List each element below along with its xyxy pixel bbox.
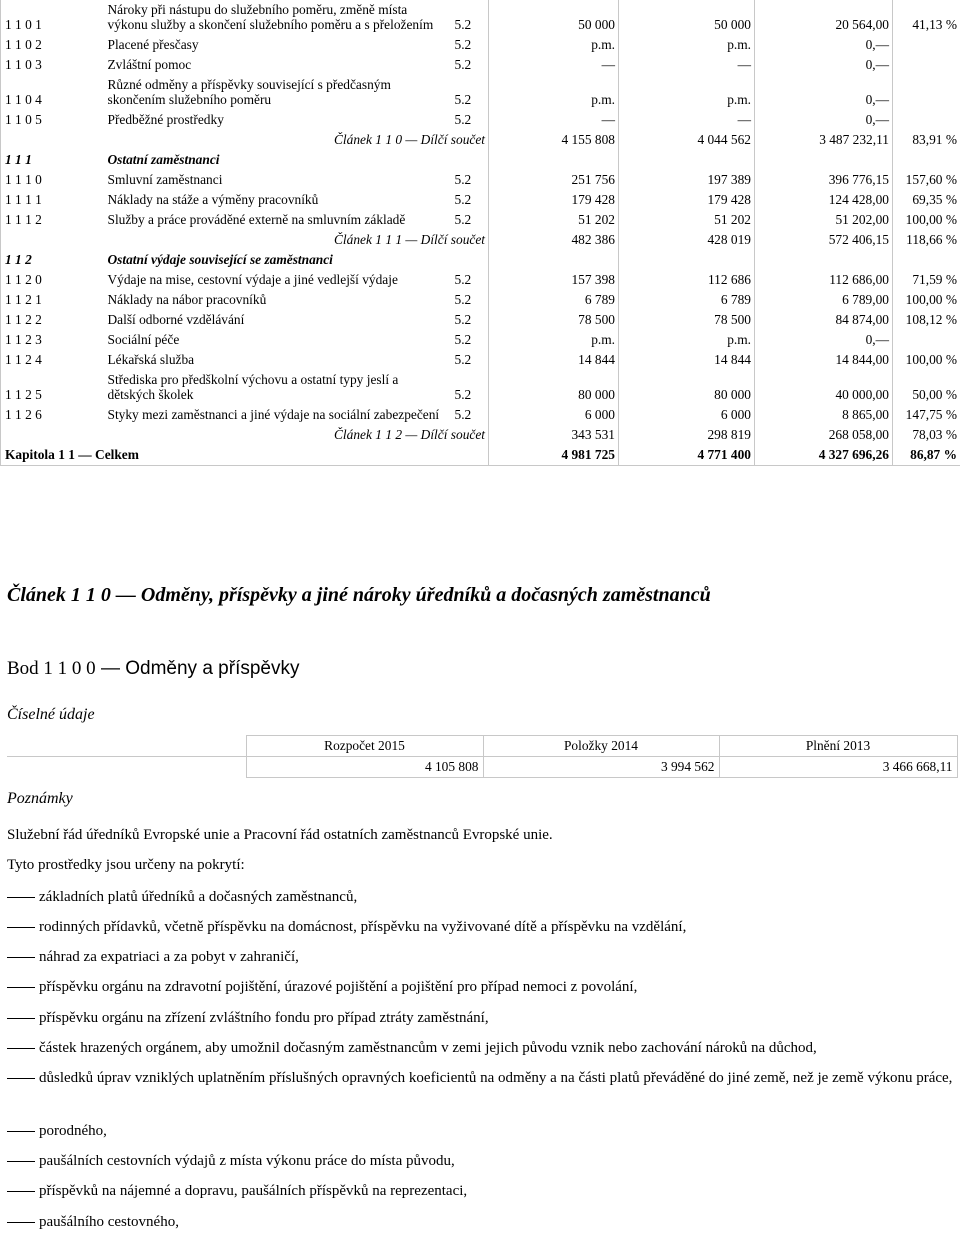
row-execution-2013: 0,—: [755, 75, 893, 110]
row-budget-2015: 343 531: [489, 425, 619, 445]
row-code: 1 1 0 5: [1, 110, 104, 130]
row-code: 1 1 2 1: [1, 290, 104, 310]
table-row: [1, 270, 960, 290]
article-title: Článek 1 1 0 — Odměny, příspěvky a jiné nároky úředníků a dočasných zaměstnanců: [7, 584, 711, 606]
table-row: [1, 310, 960, 330]
row-execution-2013: [755, 150, 893, 170]
dash-marker-icon: [7, 897, 35, 898]
dash-marker-icon: [7, 1018, 35, 1019]
row-label: Předběžné prostředky: [107, 112, 224, 127]
list-item-text: paušálního cestovného,: [39, 1214, 179, 1230]
dash-marker-icon: [7, 1048, 35, 1049]
row-budget-2014: 298 819: [619, 425, 755, 445]
row-code: 1 1 2 3: [1, 330, 104, 350]
row-article: 5.2: [454, 387, 472, 402]
row-budget-2015: p.m.: [489, 35, 619, 55]
row-budget-2014: —: [619, 55, 755, 75]
row-percentage: 71,59 %: [893, 270, 960, 290]
row-budget-2014: 112 686: [619, 270, 755, 290]
row-execution-2013: 20 564,00: [755, 0, 893, 35]
row-article: 5.2: [454, 272, 472, 287]
row-code: 1 1 0 4: [1, 75, 104, 110]
subtotal-row: [1, 230, 960, 250]
row-execution-2013: 0,—: [755, 110, 893, 130]
row-percentage: [893, 75, 960, 110]
row-percentage: 83,91 %: [893, 130, 960, 150]
list-item-text: náhrad za expatriaci a za pobyt v zahraničí,: [39, 949, 299, 965]
row-percentage: [893, 150, 960, 170]
row-code: 1 1 2: [1, 250, 104, 270]
table-row: [1, 35, 960, 55]
row-budget-2015: 51 202: [489, 210, 619, 230]
figures-value: 3 466 668,11: [719, 757, 957, 778]
row-label: Služby a práce prováděné externě na smluvním základě: [107, 212, 406, 227]
row-budget-2014: 50 000: [619, 0, 755, 35]
row-label: Lékařská služba: [107, 352, 195, 367]
row-percentage: [893, 330, 960, 350]
table-row: [1, 170, 960, 190]
row-article: 5.2: [454, 192, 472, 207]
list-item-text: základních platů úředníků a dočasných zaměstnanců,: [39, 889, 358, 905]
table-row: [1, 210, 960, 230]
subtotal-row: [1, 130, 960, 150]
row-percentage: [893, 250, 960, 270]
row-budget-2015: [489, 150, 619, 170]
row-article: 5.2: [454, 407, 472, 422]
dash-marker-icon: [7, 987, 35, 988]
list-item-text: porodného,: [39, 1123, 107, 1139]
dash-marker-icon: [7, 957, 35, 958]
row-execution-2013: 6 789,00: [755, 290, 893, 310]
row-budget-2015: 80 000: [489, 370, 619, 405]
table-row: [1, 75, 960, 110]
row-budget-2015: p.m.: [489, 330, 619, 350]
row-budget-2014: 197 389: [619, 170, 755, 190]
figures-value: 3 994 562: [483, 757, 719, 778]
row-execution-2013: 3 487 232,11: [755, 130, 893, 150]
list-item: [7, 1181, 957, 1201]
row-execution-2013: 51 202,00: [755, 210, 893, 230]
row-article: 5.2: [454, 112, 472, 127]
row-percentage: 118,66 %: [893, 230, 960, 250]
row-budget-2015: 14 844: [489, 350, 619, 370]
row-code: 1 1 1 0: [1, 170, 104, 190]
row-budget-2015: 179 428: [489, 190, 619, 210]
row-article: 5.2: [454, 172, 472, 187]
row-code: 1 1 2 5: [1, 370, 104, 405]
row-label: Sociální péče: [107, 332, 180, 347]
dash-marker-icon: [7, 927, 35, 928]
row-execution-2013: 4 327 696,26: [755, 445, 893, 466]
row-percentage: 157,60 %: [893, 170, 960, 190]
row-percentage: 100,00 %: [893, 290, 960, 310]
row-code: 1 1 0 2: [1, 35, 104, 55]
row-budget-2014: 6 789: [619, 290, 755, 310]
figures-heading: Číselné údaje: [7, 706, 95, 723]
row-code: 1 1 0 1: [1, 0, 104, 35]
row-budget-2015: 78 500: [489, 310, 619, 330]
table-row: [1, 110, 960, 130]
row-execution-2013: [755, 250, 893, 270]
row-execution-2013: 40 000,00: [755, 370, 893, 405]
row-label: Kapitola 1 1 — Celkem: [1, 445, 489, 466]
row-code: 1 1 2 4: [1, 350, 104, 370]
row-percentage: 69,35 %: [893, 190, 960, 210]
figures-table: [7, 735, 958, 778]
table-row: [1, 370, 960, 405]
row-code: 1 1 1: [1, 150, 104, 170]
row-label: Článek 1 1 1 — Dílčí součet: [1, 230, 489, 250]
list-item: [7, 1008, 957, 1028]
row-label: Ostatní zaměstnanci: [107, 152, 220, 167]
dash-marker-icon: [7, 1222, 35, 1223]
row-budget-2014: 80 000: [619, 370, 755, 405]
row-budget-2014: 78 500: [619, 310, 755, 330]
row-label: Styky mezi zaměstnanci a jiné výdaje na sociální zabezpečení: [107, 407, 440, 422]
dash-marker-icon: [7, 1161, 35, 1162]
item-heading: [7, 658, 299, 680]
figures-header: Položky 2014: [483, 736, 719, 757]
row-percentage: 100,00 %: [893, 210, 960, 230]
row-code: 1 1 2 6: [1, 405, 104, 425]
table-row: [1, 190, 960, 210]
item-title: — Odměny a příspěvky: [95, 658, 300, 679]
row-budget-2015: 4 981 725: [489, 445, 619, 466]
table-row: [1, 0, 960, 35]
item-code: Bod 1 1 0 0: [7, 658, 96, 679]
row-budget-2015: 157 398: [489, 270, 619, 290]
subtotal-row: [1, 425, 960, 445]
row-budget-2014: 428 019: [619, 230, 755, 250]
row-execution-2013: 124 428,00: [755, 190, 893, 210]
list-item: [7, 1038, 957, 1058]
figures-header: Rozpočet 2015: [246, 736, 483, 757]
row-budget-2014: 6 000: [619, 405, 755, 425]
table-row: [1, 405, 960, 425]
row-label: Placené přesčasy: [107, 37, 199, 52]
row-code: 1 1 1 1: [1, 190, 104, 210]
row-budget-2015: 4 155 808: [489, 130, 619, 150]
row-percentage: 100,00 %: [893, 350, 960, 370]
row-execution-2013: 268 058,00: [755, 425, 893, 445]
row-execution-2013: 84 874,00: [755, 310, 893, 330]
row-label: Náklady na nábor pracovníků: [107, 292, 267, 307]
row-budget-2014: p.m.: [619, 330, 755, 350]
row-article: 5.2: [454, 37, 472, 52]
row-label: Článek 1 1 2 — Dílčí součet: [1, 425, 489, 445]
row-budget-2015: —: [489, 110, 619, 130]
list-item: [7, 887, 957, 907]
row-budget-2014: 4 771 400: [619, 445, 755, 466]
row-budget-2014: [619, 250, 755, 270]
list-item-text: částek hrazených orgánem, aby umožnil dočasným zaměstnancům v zemi jejich původu vznik nebo zachování nároků na důchod,: [39, 1040, 817, 1056]
row-article: 5.2: [454, 332, 472, 347]
figures-value-row: [7, 757, 957, 778]
row-article: 5.2: [454, 17, 472, 32]
list-item: [7, 1121, 957, 1141]
row-code: 1 1 1 2: [1, 210, 104, 230]
row-budget-2014: —: [619, 110, 755, 130]
row-label: Ostatní výdaje související se zaměstnanci: [107, 252, 333, 267]
row-budget-2014: 4 044 562: [619, 130, 755, 150]
row-budget-2014: 51 202: [619, 210, 755, 230]
row-execution-2013: 572 406,15: [755, 230, 893, 250]
intro-text: Tyto prostředky jsou určeny na pokrytí:: [7, 857, 245, 873]
row-execution-2013: 112 686,00: [755, 270, 893, 290]
list-item: [7, 947, 957, 967]
row-budget-2015: p.m.: [489, 75, 619, 110]
row-budget-2015: 6 789: [489, 290, 619, 310]
row-label: Článek 1 1 0 — Dílčí součet: [1, 130, 489, 150]
row-label: Náklady na stáže a výměny pracovníků: [107, 192, 319, 207]
row-label: Zvláštní pomoc: [107, 57, 192, 72]
list-item-text: důsledků úprav vzniklých uplatněním příslušných opravných koeficientů na odměny a na části platů převáděné do jiné země, než je země výkonu práce,: [39, 1070, 953, 1086]
figures-header-row: [7, 736, 957, 757]
figures-empty-cell: [7, 757, 246, 778]
row-execution-2013: 0,—: [755, 330, 893, 350]
row-article: 5.2: [454, 92, 472, 107]
group-row: [1, 250, 960, 270]
budget-table: [0, 0, 960, 466]
row-label: Střediska pro předškolní výchovu a ostatní typy jeslí a dětských školek: [107, 372, 399, 402]
list-item-text: příspěvku orgánu na zřízení zvláštního fondu pro případ ztráty zaměstnání,: [39, 1010, 489, 1026]
row-budget-2015: 50 000: [489, 0, 619, 35]
row-percentage: [893, 55, 960, 75]
row-percentage: 147,75 %: [893, 405, 960, 425]
row-article: 5.2: [454, 292, 472, 307]
row-article: 5.2: [454, 352, 472, 367]
row-budget-2014: p.m.: [619, 35, 755, 55]
row-execution-2013: 0,—: [755, 55, 893, 75]
figures-value: 4 105 808: [246, 757, 483, 778]
dash-marker-icon: [7, 1078, 35, 1079]
row-article: [451, 250, 489, 270]
row-percentage: 78,03 %: [893, 425, 960, 445]
note-text: Služební řád úředníků Evropské unie a Pracovní řád ostatních zaměstnanců Evropské unie.: [7, 827, 553, 843]
table-row: [1, 330, 960, 350]
group-row: [1, 150, 960, 170]
list-item-text: rodinných přídavků, včetně příspěvku na domácnost, příspěvku na vyživované dítě a příspěvku na vzdělání,: [39, 919, 687, 935]
table-row: [1, 290, 960, 310]
row-execution-2013: 8 865,00: [755, 405, 893, 425]
row-budget-2015: —: [489, 55, 619, 75]
row-budget-2014: [619, 150, 755, 170]
row-budget-2015: 6 000: [489, 405, 619, 425]
total-row: [1, 445, 960, 466]
row-code: 1 1 2 0: [1, 270, 104, 290]
row-label: Smluvní zaměstnanci: [107, 172, 223, 187]
table-row: [1, 350, 960, 370]
row-label: Nároky při nástupu do služebního poměru, změně místa výkonu služby a skončení služebního poměru a s přeložením: [107, 2, 434, 32]
dash-marker-icon: [7, 1131, 35, 1132]
row-article: [451, 150, 489, 170]
row-percentage: 108,12 %: [893, 310, 960, 330]
list-item: [7, 1068, 957, 1088]
list-item: [7, 1151, 957, 1171]
row-percentage: [893, 110, 960, 130]
list-item-text: příspěvků na nájemné a dopravu, paušálních příspěvků na reprezentaci,: [39, 1183, 468, 1199]
row-article: 5.2: [454, 57, 472, 72]
row-percentage: [893, 35, 960, 55]
row-code: 1 1 0 3: [1, 55, 104, 75]
list-item: [7, 977, 957, 997]
list-item: [7, 1212, 957, 1232]
row-budget-2015: 251 756: [489, 170, 619, 190]
row-execution-2013: 396 776,15: [755, 170, 893, 190]
list-item-text: paušálních cestovních výdajů z místa výkonu práce do místa původu,: [39, 1153, 455, 1169]
list-item-text: příspěvku orgánu na zdravotní pojištění, úrazové pojištění a pojištění pro případ nemoci z povolání,: [39, 979, 638, 995]
list-item: [7, 917, 957, 937]
row-code: 1 1 2 2: [1, 310, 104, 330]
row-budget-2014: 14 844: [619, 350, 755, 370]
table-row: [1, 55, 960, 75]
row-label: Různé odměny a příspěvky související s předčasným skončením služebního poměru: [107, 77, 391, 107]
row-article: 5.2: [454, 312, 472, 327]
row-budget-2014: p.m.: [619, 75, 755, 110]
row-label: Další odborné vzdělávání: [107, 312, 245, 327]
row-label: Výdaje na mise, cestovní výdaje a jiné vedlejší výdaje: [107, 272, 398, 287]
row-article: 5.2: [454, 212, 472, 227]
notes-heading: Poznámky: [7, 790, 73, 807]
row-execution-2013: 14 844,00: [755, 350, 893, 370]
figures-header: Plnění 2013: [719, 736, 957, 757]
row-execution-2013: 0,—: [755, 35, 893, 55]
dash-marker-icon: [7, 1191, 35, 1192]
row-percentage: 41,13 %: [893, 0, 960, 35]
row-percentage: 50,00 %: [893, 370, 960, 405]
row-percentage: 86,87 %: [893, 445, 960, 466]
figures-empty-cell: [7, 736, 246, 757]
row-budget-2015: 482 386: [489, 230, 619, 250]
row-budget-2014: 179 428: [619, 190, 755, 210]
row-budget-2015: [489, 250, 619, 270]
